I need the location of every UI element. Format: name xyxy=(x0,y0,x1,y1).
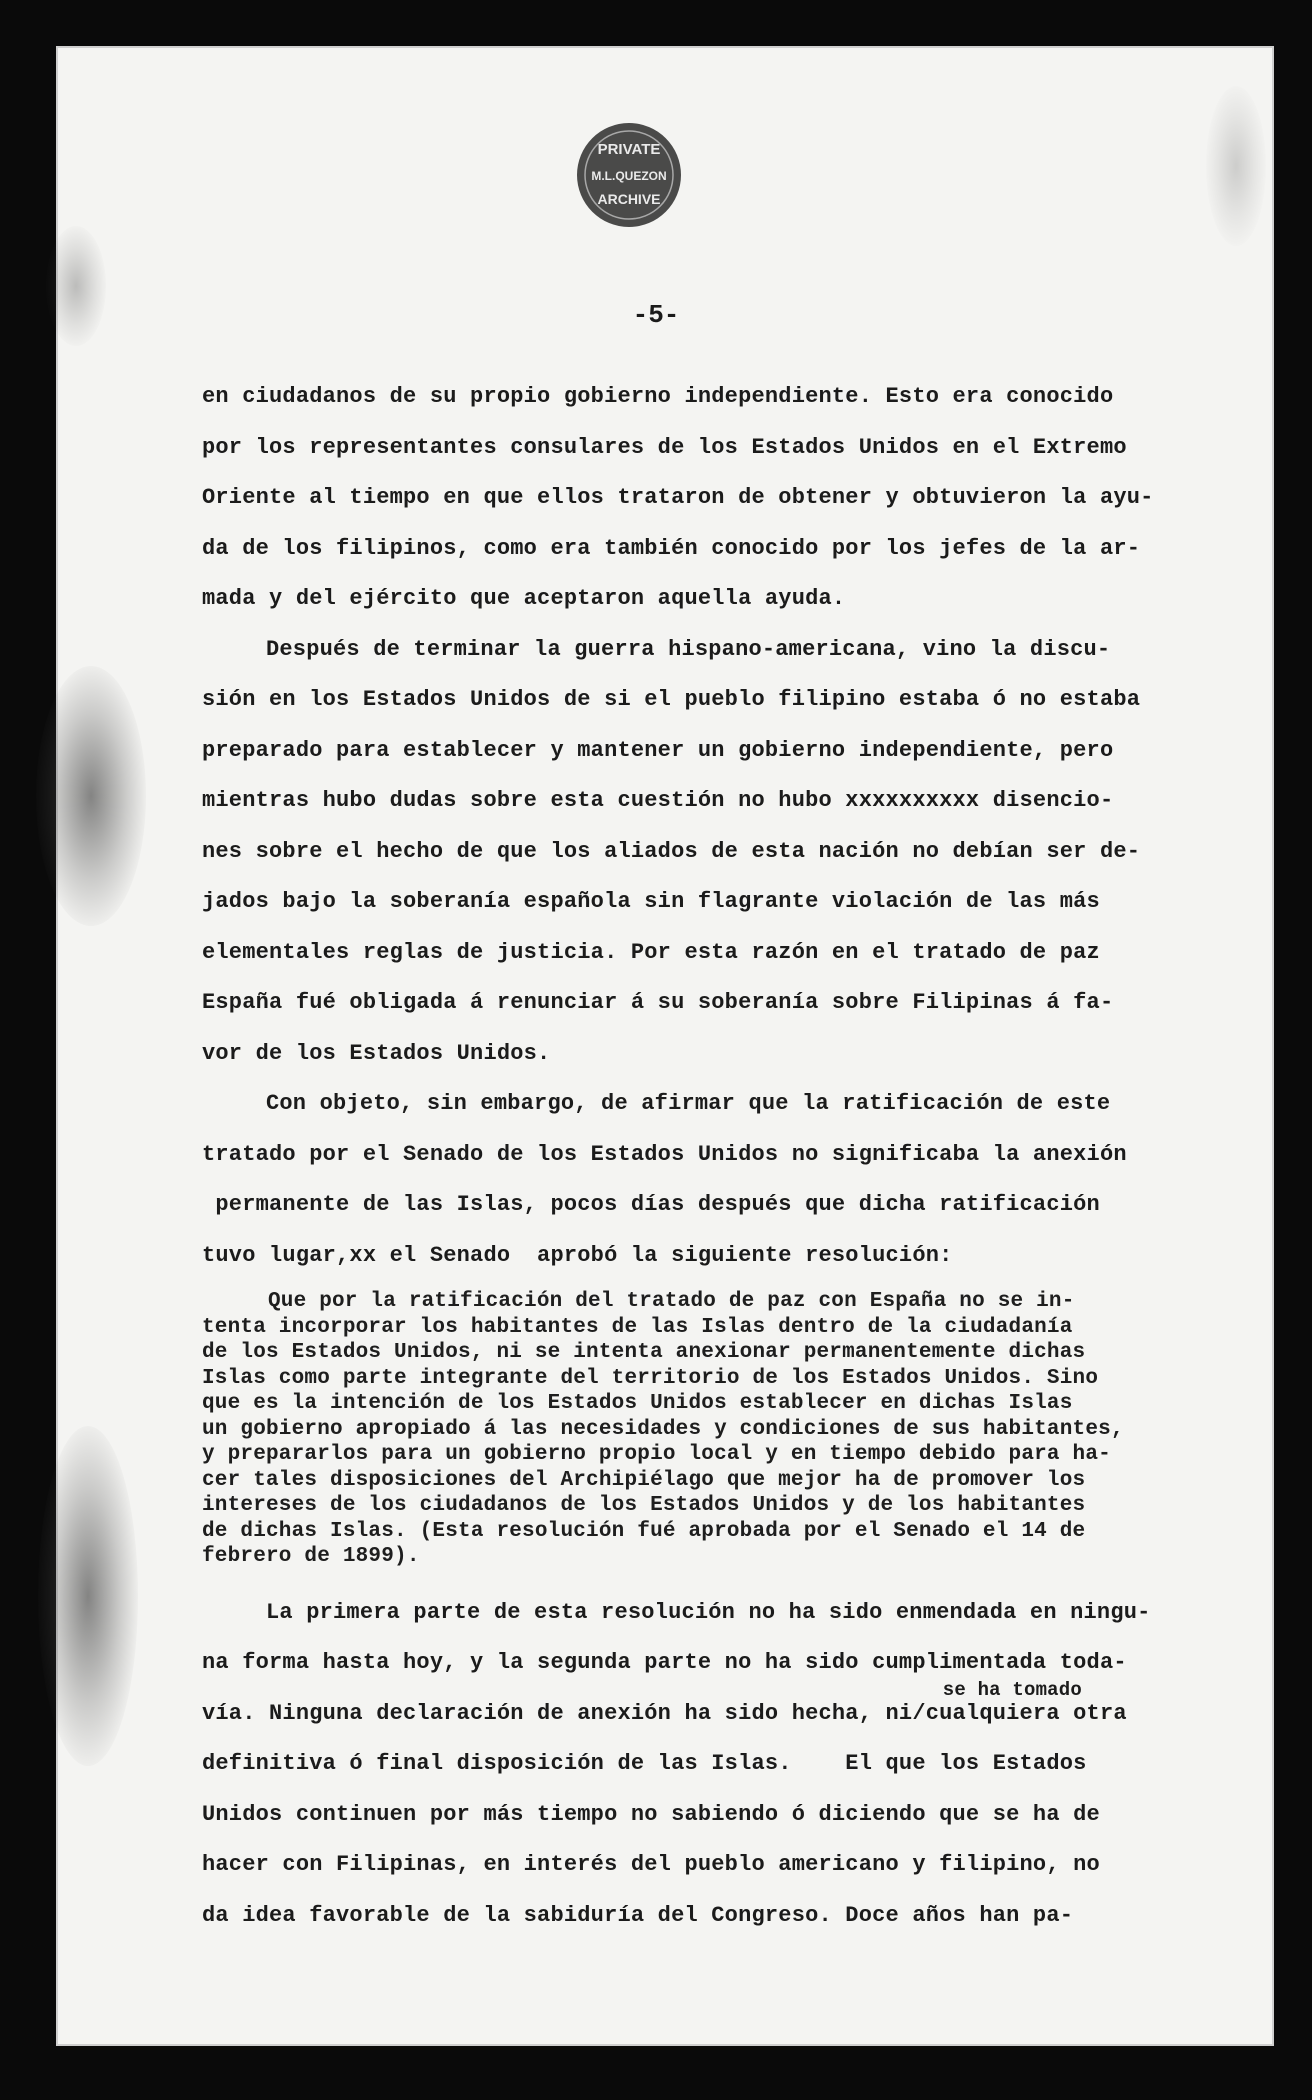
text-line: sión en los Estados Unidos de si el pueblo filipino estaba ó no estaba xyxy=(202,687,1141,712)
text-line: Oriente al tiempo en que ellos trataron de obtener y obtuvieron la ayu- xyxy=(202,485,1154,510)
text-line: por los representantes consulares de los Estados Unidos en el Extremo xyxy=(202,434,1127,460)
closing-paragraph xyxy=(202,1588,1162,1942)
text-line: preparado para establecer y mantener un gobierno independiente, pero xyxy=(202,737,1114,763)
text-line: permanente de las Islas, pocos días después que dicha ratificación xyxy=(202,1192,1100,1217)
text-line: Con objeto, sin embargo, de afirmar que la ratificación de este xyxy=(266,1091,1111,1116)
text-line: na forma hasta hoy, y la segunda parte no ha sido cumplimentada toda- xyxy=(202,1650,1127,1675)
quote-line: cer tales disposiciones del Archipiélago que mejor ha de promover los xyxy=(202,1468,1086,1492)
text-line: Después de terminar la guerra hispano-americana, vino la discu- xyxy=(266,636,1111,662)
text-line: mientras hubo dudas sobre esta cuestión no hubo xxxxxxxxxx disencio- xyxy=(202,788,1114,813)
body-text xyxy=(202,372,1162,1941)
quote-line: Islas como parte integrante del territorio de los Estados Unidos. Sino xyxy=(202,1366,1099,1390)
ink-smudge xyxy=(1206,86,1266,246)
text-line: vor de los Estados Unidos. xyxy=(202,1040,551,1066)
stamp-bottom-text: ARCHIVE xyxy=(597,191,661,207)
text-line: nes sobre el hecho de que los aliados de esta nación no debían ser de- xyxy=(202,838,1141,864)
text-line: España fué obligada á renunciar á su soberanía sobre Filipinas á fa- xyxy=(202,990,1114,1015)
text-line: mada y del ejército que aceptaron aquella ayuda. xyxy=(202,586,846,611)
quote-line: y prepararlos para un gobierno propio local y en tiempo debido para ha- xyxy=(202,1443,1111,1466)
quote-line: de los Estados Unidos, ni se intenta anexionar permanentemente dichas xyxy=(202,1341,1086,1364)
text-line: tuvo lugar,xx el Senado aprobó la siguiente resolución: xyxy=(202,1242,953,1268)
paragraph xyxy=(202,372,1162,625)
stamp-middle-text: M.L.QUEZON xyxy=(591,169,667,183)
quote-line: tenta incorporar los habitantes de las Islas dentro de la ciudadanía xyxy=(202,1315,1073,1339)
handwritten-insertion: se ha tomado xyxy=(942,1678,1082,1701)
paragraph xyxy=(202,1079,1162,1281)
quote-line: de dichas Islas. (Esta resolución fué aprobada por el Senado el 14 de xyxy=(202,1519,1086,1543)
paragraph xyxy=(202,625,1162,1080)
page-number: -5- xyxy=(632,300,680,330)
quote-line: un gobierno apropiado á las necesidades y condiciones de sus habitantes, xyxy=(202,1417,1124,1441)
text-line: elementales reglas de justicia. Por esta razón en el tratado de paz xyxy=(202,939,1100,965)
quote-line: intereses de los ciudadanos de los Estados Unidos y de los habitantes xyxy=(202,1494,1086,1517)
text-line: hacer con Filipinas, en interés del pueblo americano y filipino, no xyxy=(202,1852,1100,1877)
senate-resolution-quote xyxy=(202,1289,1162,1570)
text-line: jados bajo la soberanía española sin flagrante violación de las más xyxy=(202,889,1100,914)
text-line: vía. Ninguna declaración de anexión ha sido hecha, ni/cualquiera otra xyxy=(202,1700,1127,1726)
text-line: definitiva ó final disposición de las Islas. El que los Estados xyxy=(202,1751,1087,1776)
text-line: Unidos continuen por más tiempo no sabiendo ó diciendo que se ha de xyxy=(202,1801,1100,1827)
archive-stamp xyxy=(574,120,684,230)
quote-line: que es la intención de los Estados Unidos establecer en dichas Islas xyxy=(202,1392,1073,1415)
stamp-top-text: PRIVATE xyxy=(597,141,661,158)
ink-smudge xyxy=(36,666,146,926)
text-line: da idea favorable de la sabiduría del Congreso. Doce años han pa- xyxy=(202,1902,1074,1928)
quote-line: febrero de 1899). xyxy=(202,1545,420,1568)
text-line: La primera parte de esta resolución no ha sido enmendada en ningu- xyxy=(266,1599,1151,1625)
quote-line: Que por la ratificación del tratado de paz con España no se in- xyxy=(268,1290,1075,1313)
text-line: tratado por el Senado de los Estados Unidos no significaba la anexión xyxy=(202,1141,1127,1167)
text-line: en ciudadanos de su propio gobierno independiente. Esto era conocido xyxy=(202,384,1114,409)
text-line: da de los filipinos, como era también conocido por los jefes de la ar- xyxy=(202,535,1141,561)
paragraphs xyxy=(202,372,1162,1281)
ink-smudge xyxy=(38,1426,138,1766)
